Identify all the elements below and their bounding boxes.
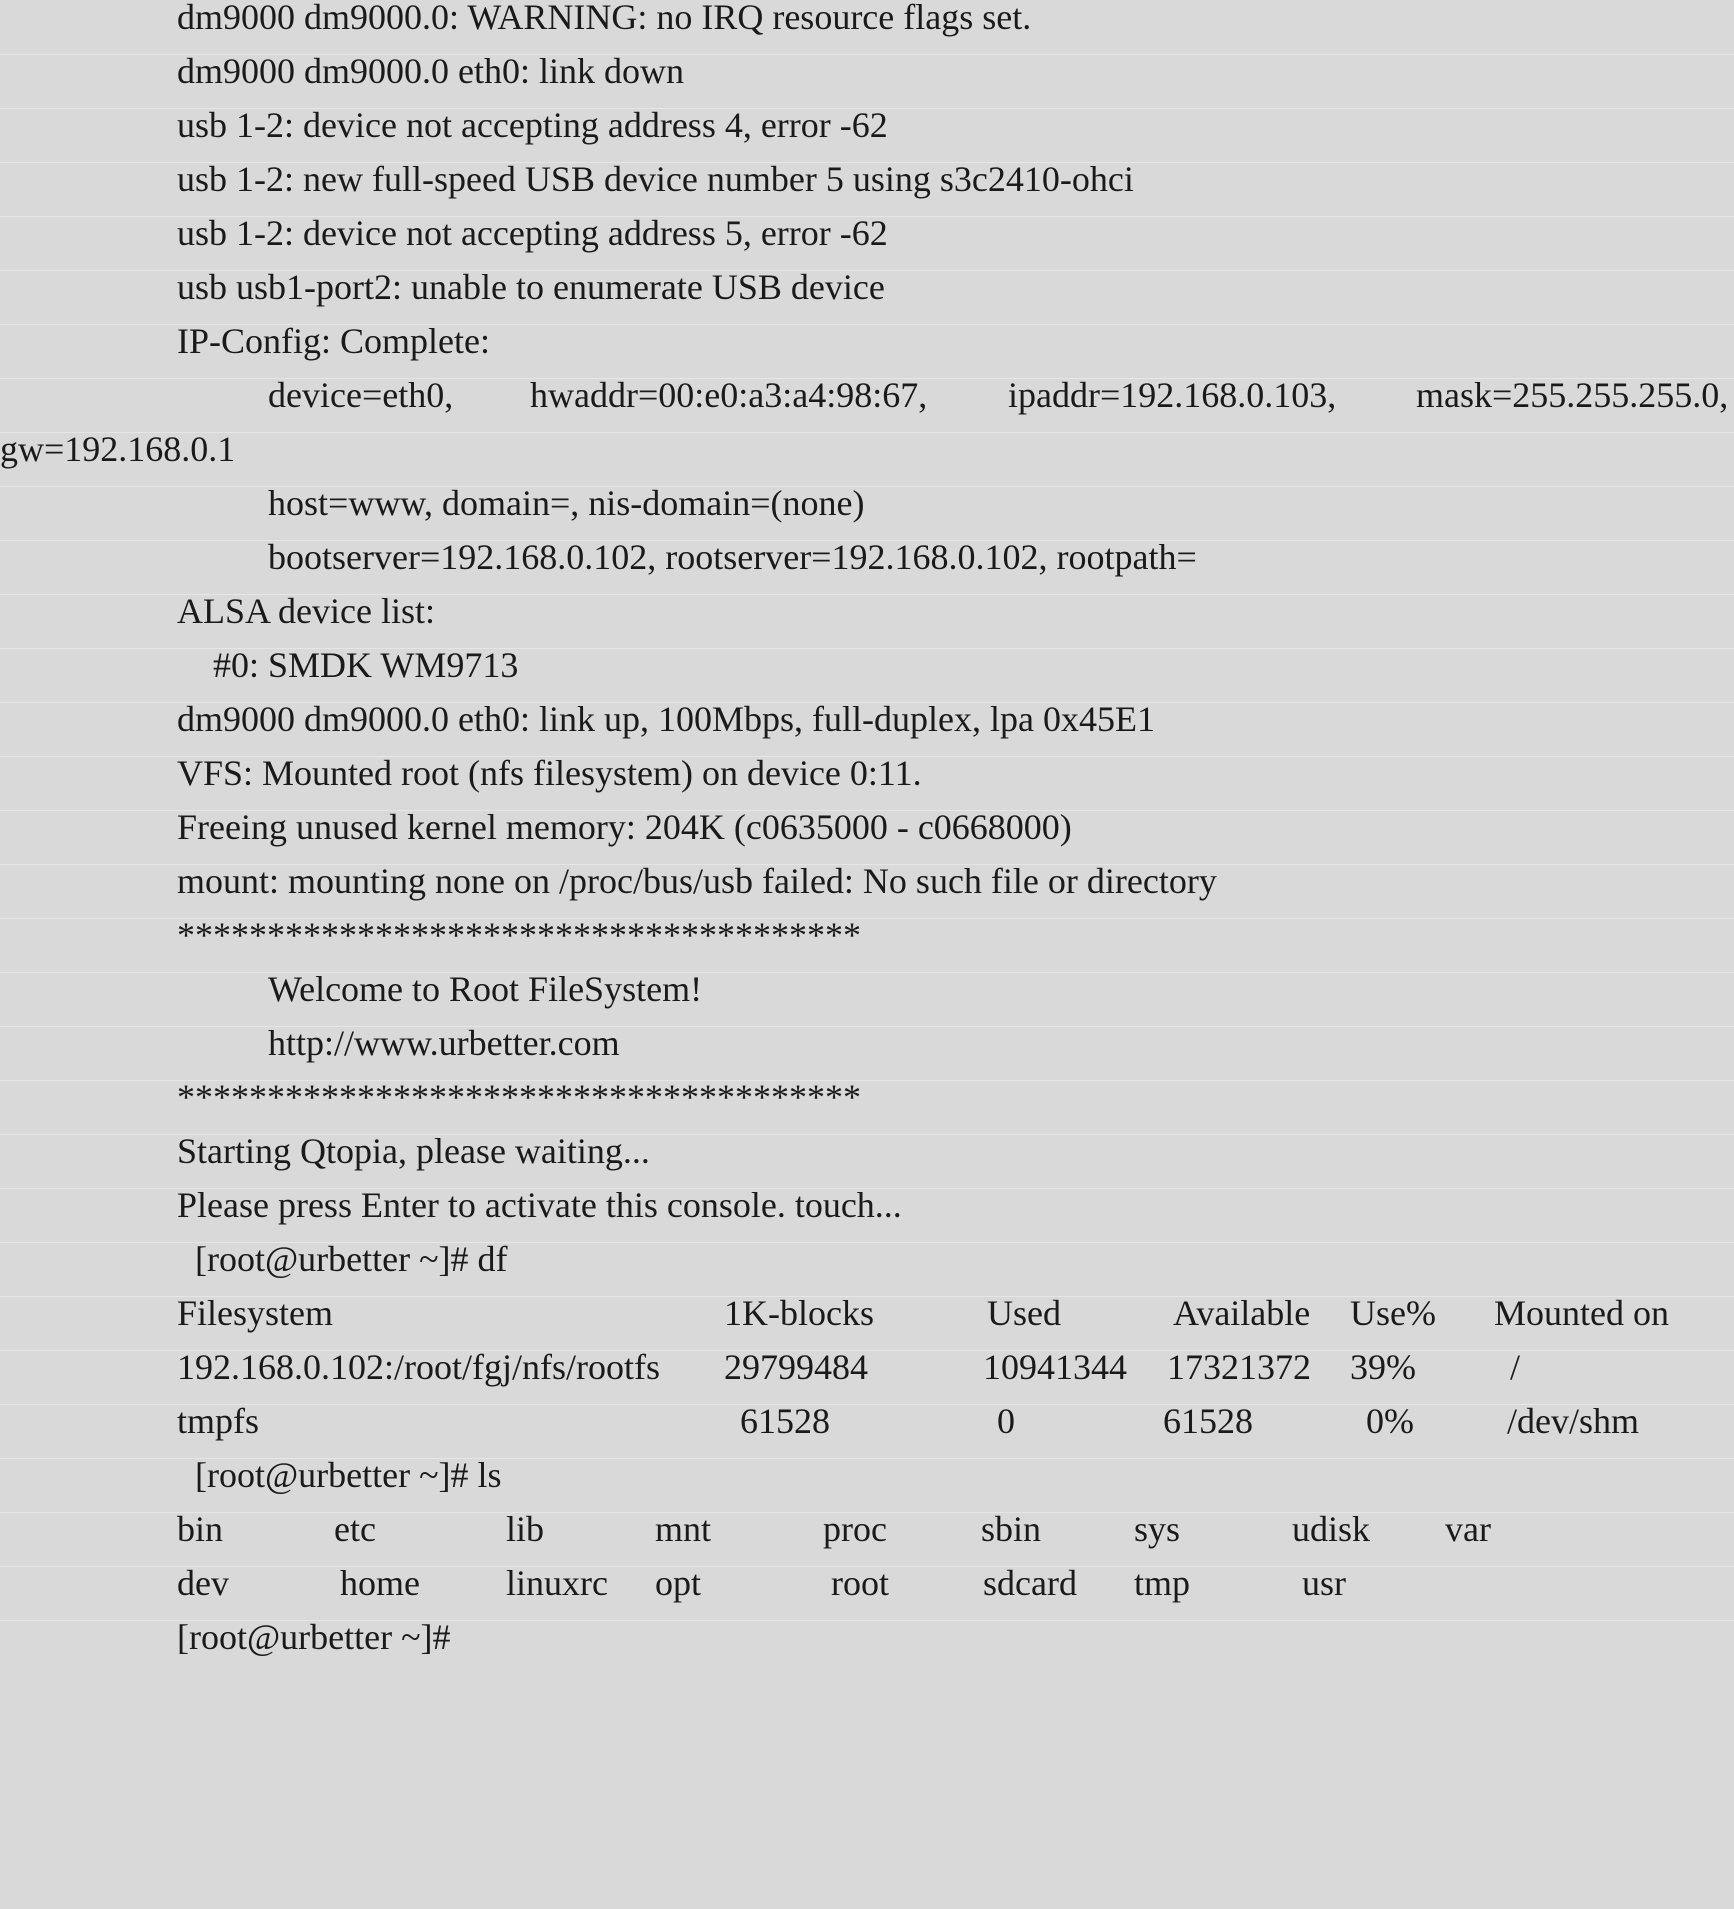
ipconfig-hwaddr: hwaddr=00:e0:a3:a4:98:67, [530, 375, 928, 415]
ls-entry: bin [177, 1509, 224, 1549]
df-command: [root@urbetter ~]# df [195, 1239, 508, 1279]
log-text: Freeing unused kernel memory: 204K (c0635000 - c0668000) [177, 807, 1072, 847]
df-cell: 0% [1366, 1401, 1414, 1441]
ls-entry: sdcard [983, 1563, 1077, 1603]
ls-entry: usr [1302, 1563, 1346, 1603]
df-header-row [0, 1293, 1734, 1351]
log-line [0, 213, 1734, 271]
ls-entry: udisk [1292, 1509, 1371, 1549]
df-cell: 61528 [1163, 1401, 1253, 1441]
df-col-used: Used [987, 1293, 1061, 1333]
ipconfig-boot: bootserver=192.168.0.102, rootserver=192.168.0.102, rootpath= [268, 537, 1197, 577]
df-row [0, 1347, 1734, 1405]
log-text: dm9000 dm9000.0: WARNING: no IRQ resource flags set. [177, 0, 1032, 37]
log-line [0, 861, 1734, 919]
ls-row [0, 1563, 1734, 1621]
df-col-mounted: Mounted on [1494, 1293, 1669, 1333]
log-text: VFS: Mounted root (nfs filesystem) on device 0:11. [177, 753, 922, 793]
log-line [0, 591, 1734, 649]
banner-rule-text: ************************************** [177, 1077, 861, 1117]
log-line [0, 51, 1734, 109]
alsa-header: ALSA device list: [177, 591, 435, 631]
ls-entry: home [340, 1563, 420, 1603]
ipconfig-host: host=www, domain=, nis-domain=(none) [268, 483, 865, 523]
ls-entry: opt [655, 1563, 702, 1603]
banner-rule [0, 915, 1734, 973]
ipconfig-ipaddr: ipaddr=192.168.0.103, [1008, 375, 1337, 415]
banner-welcome: Welcome to Root FileSystem! [268, 969, 703, 1009]
log-text: IP-Config: Complete: [177, 321, 490, 361]
log-line [0, 1131, 1734, 1189]
df-cell: 0 [997, 1401, 1015, 1441]
df-cell: tmpfs [177, 1401, 260, 1441]
ls-entry: lib [506, 1509, 545, 1549]
ls-command: [root@urbetter ~]# ls [195, 1455, 502, 1495]
log-line [0, 699, 1734, 757]
ls-entry: proc [823, 1509, 887, 1549]
df-row [0, 1401, 1734, 1459]
ipconfig-device: device=eth0, [268, 375, 454, 415]
log-line [0, 321, 1734, 379]
log-line [0, 267, 1734, 325]
prompt-line[interactable] [0, 1617, 1734, 1660]
log-line [0, 807, 1734, 865]
ls-entry: sbin [981, 1509, 1042, 1549]
ls-entry: sys [1134, 1509, 1181, 1549]
ls-entry: var [1445, 1509, 1491, 1549]
ipconfig-gw: gw=192.168.0.1 [0, 429, 236, 469]
banner-url: http://www.urbetter.com [268, 1023, 620, 1063]
df-cell: 61528 [740, 1401, 830, 1441]
log-line [0, 645, 1734, 703]
df-col-usepct: Use% [1350, 1293, 1436, 1333]
log-text: mount: mounting none on /proc/bus/usb failed: No such file or directory [177, 861, 1217, 901]
ipconfig-mask: mask=255.255.255.0, [1416, 375, 1729, 415]
log-line [0, 537, 1734, 595]
starting-message: Starting Qtopia, please waiting... [177, 1131, 650, 1171]
df-cell: 10941344 [983, 1347, 1127, 1387]
df-col-available: Available [1173, 1293, 1311, 1333]
log-line [0, 159, 1734, 217]
log-line [0, 1185, 1734, 1243]
df-col-blocks: 1K-blocks [724, 1293, 874, 1333]
log-line [0, 483, 1734, 541]
ls-entry: mnt [655, 1509, 712, 1549]
shell-prompt[interactable]: [root@urbetter ~]# [177, 1617, 451, 1657]
ls-entry: etc [334, 1509, 376, 1549]
log-line [0, 429, 1734, 487]
log-line [0, 1023, 1734, 1081]
banner-rule-text: ************************************** [177, 915, 861, 955]
ls-entry: linuxrc [506, 1563, 608, 1603]
log-text: usb 1-2: new full-speed USB device number 5 using s3c2410-ohci [177, 159, 1134, 199]
log-line [0, 105, 1734, 163]
log-text: usb usb1-port2: unable to enumerate USB device [177, 267, 885, 307]
ls-entry: dev [177, 1563, 229, 1603]
command-line [0, 1239, 1734, 1297]
log-line [0, 0, 1734, 55]
df-cell: / [1510, 1347, 1521, 1387]
df-cell: 17321372 [1167, 1347, 1311, 1387]
ipconfig-device-line [0, 375, 1734, 433]
banner-rule [0, 1077, 1734, 1135]
ls-entry: tmp [1134, 1563, 1191, 1603]
log-text: dm9000 dm9000.0 eth0: link down [177, 51, 684, 91]
log-text: dm9000 dm9000.0 eth0: link up, 100Mbps, full-duplex, lpa 0x45E1 [177, 699, 1155, 739]
alsa-device: #0: SMDK WM9713 [213, 645, 519, 685]
log-line [0, 969, 1734, 1027]
df-cell: 192.168.0.102:/root/fgj/nfs/rootfs [177, 1347, 660, 1387]
df-cell: 29799484 [724, 1347, 868, 1387]
df-col-filesystem: Filesystem [177, 1293, 334, 1333]
ls-entry: root [831, 1563, 889, 1603]
log-text: usb 1-2: device not accepting address 5, error -62 [177, 213, 888, 253]
log-line [0, 753, 1734, 811]
log-text: usb 1-2: device not accepting address 4, error -62 [177, 105, 888, 145]
df-cell: 39% [1350, 1347, 1416, 1387]
ls-row [0, 1509, 1734, 1567]
press-enter-message: Please press Enter to activate this console. touch... [177, 1185, 902, 1225]
command-line [0, 1455, 1734, 1513]
df-cell: /dev/shm [1507, 1401, 1639, 1441]
